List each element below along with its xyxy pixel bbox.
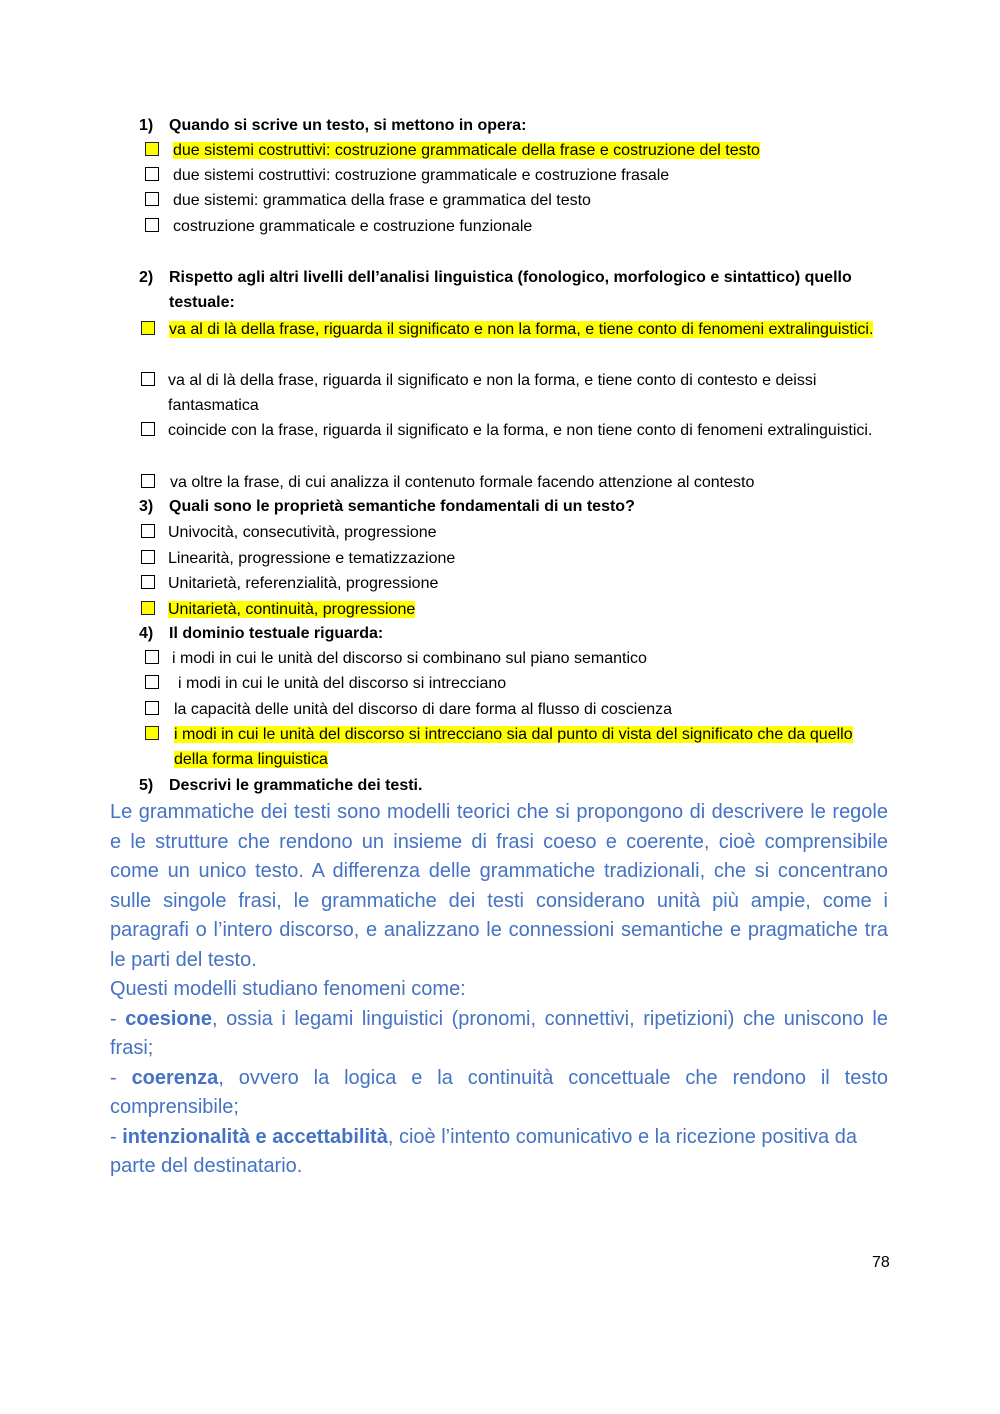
question-4-option-4[interactable]: [145, 722, 887, 772]
option-text: i modi in cui le unità del discorso si intrecciano sia dal punto di vista del significato che da quello della forma linguistica: [174, 726, 853, 768]
question-2-option-1[interactable]: [141, 317, 883, 342]
question-4-title: [139, 621, 889, 646]
option-text: due sistemi costruttivi: costruzione grammaticale della frase e costruzione del testo: [173, 142, 760, 159]
checkbox[interactable]: [145, 142, 159, 156]
option-text: va al di là della frase, riguarda il significato e non la forma, e tiene conto di fenomeni extralinguistici.: [169, 321, 874, 338]
option-text: coincide con la frase, riguarda il significato e la forma, e non tiene conto di fenomeni extralinguistici.: [168, 422, 873, 439]
option-text: due sistemi: grammatica della frase e grammatica del testo: [173, 192, 591, 209]
item-term: coesione: [125, 1007, 212, 1030]
option-text: Univocità, consecutività, progressione: [168, 524, 437, 541]
question-2-title: [139, 265, 889, 315]
checkbox[interactable]: [145, 701, 159, 715]
question-3-option-1[interactable]: [141, 520, 901, 545]
question-4-text: Il dominio testuale riguarda:: [169, 625, 384, 642]
checkbox[interactable]: [145, 675, 159, 689]
question-1-option-1[interactable]: [145, 138, 905, 163]
option-text: va oltre la frase, di cui analizza il contenuto formale facendo attenzione al contesto: [170, 474, 755, 491]
checkbox[interactable]: [141, 372, 155, 386]
question-5-text: Descrivi le grammatiche dei testi.: [169, 777, 423, 794]
checkbox[interactable]: [145, 167, 159, 181]
question-1-option-4[interactable]: [145, 214, 905, 239]
checkbox[interactable]: [145, 726, 159, 740]
answer-item-2: [110, 1064, 888, 1123]
question-1-text: Quando si scrive un testo, si mettono in opera:: [169, 117, 527, 134]
checkbox[interactable]: [141, 601, 155, 615]
page-number: 78: [872, 1254, 890, 1271]
item-text: , ovvero la logica e la continuità concettuale che rendono il testo comprensibile;: [110, 1066, 888, 1118]
question-2-option-2[interactable]: [141, 368, 889, 418]
question-4-option-1[interactable]: [145, 646, 905, 671]
item-text: , cioè l’intento comunicativo e la ricezione positiva da parte del destinatario.: [110, 1125, 857, 1177]
answer-paragraph-1: Le grammatiche dei testi sono modelli teorici che si propongono di descrivere le regole e le strutture che rendono un insieme di frasi coeso e coerente, cioè comprensibile come un unico testo. A differenza delle grammatiche tradizionali, che si concentrano sulle singole frasi, le grammatiche dei testi considerano unità più ampie, come i paragrafi o l’intero discorso, e analizzano le connessioni semantiche e pragmatiche tra le parti del testo.: [110, 801, 888, 971]
question-5-title: [139, 773, 889, 798]
checkbox[interactable]: [141, 422, 155, 436]
option-text: i modi in cui le unità del discorso si combinano sul piano semantico: [172, 650, 647, 667]
item-term: coerenza: [131, 1066, 219, 1089]
option-text: la capacità delle unità del discorso di dare forma al flusso di coscienza: [174, 701, 673, 718]
question-5-number: 5): [139, 777, 154, 794]
question-3-title: [139, 494, 889, 519]
option-text: Linearità, progressione e tematizzazione: [168, 550, 456, 567]
question-3-number: 3): [139, 498, 154, 515]
question-3-option-3[interactable]: [141, 571, 901, 596]
question-4-number: 4): [139, 625, 154, 642]
option-text: i modi in cui le unità del discorso si intrecciano: [178, 675, 507, 692]
question-4-option-2[interactable]: [145, 671, 905, 696]
question-3-option-4[interactable]: [141, 597, 901, 622]
question-1-option-2[interactable]: [145, 163, 905, 188]
item-dash: -: [110, 1007, 126, 1030]
checkbox[interactable]: [141, 524, 155, 538]
question-1-title: [139, 113, 889, 138]
question-1-option-3[interactable]: [145, 188, 905, 213]
item-dash: -: [110, 1125, 123, 1148]
option-text: Unitarietà, referenzialità, progressione: [168, 575, 439, 592]
question-1-number: 1): [139, 117, 154, 134]
answer-text: [110, 798, 888, 1182]
question-2-number: 2): [139, 269, 154, 286]
checkbox[interactable]: [141, 550, 155, 564]
question-4-option-3[interactable]: [145, 697, 905, 722]
option-text: va al di là della frase, riguarda il significato e non la forma, e tiene conto di contesto e deissi fantasmatica: [168, 372, 817, 414]
question-2-text: Rispetto agli altri livelli dell’analisi linguistica (fonologico, morfologico e sintattico) quello testuale:: [169, 269, 852, 311]
item-text: , ossia i legami linguistici (pronomi, connettivi, ripetizioni) che uniscono le frasi;: [110, 1007, 889, 1059]
option-text: due sistemi costruttivi: costruzione grammaticale e costruzione frasale: [173, 167, 670, 184]
question-3-option-2[interactable]: [141, 546, 901, 571]
option-text: costruzione grammaticale e costruzione funzionale: [173, 218, 533, 235]
checkbox[interactable]: [141, 575, 155, 589]
checkbox[interactable]: [141, 321, 155, 335]
item-term: intenzionalità e accettabilità: [122, 1125, 388, 1148]
checkbox[interactable]: [145, 192, 159, 206]
checkbox[interactable]: [141, 474, 155, 488]
checkbox[interactable]: [145, 650, 159, 664]
answer-paragraph-2: Questi modelli studiano fenomeni come:: [110, 978, 466, 1000]
question-2-option-3[interactable]: [141, 418, 883, 443]
option-text: Unitarietà, continuità, progressione: [168, 601, 416, 618]
question-2-option-4[interactable]: [141, 470, 889, 495]
answer-item-1: [110, 1005, 888, 1064]
question-3-text: Quali sono le proprietà semantiche fondamentali di un testo?: [169, 498, 635, 515]
item-dash: -: [110, 1066, 132, 1089]
checkbox[interactable]: [145, 218, 159, 232]
answer-item-3: [110, 1123, 888, 1182]
